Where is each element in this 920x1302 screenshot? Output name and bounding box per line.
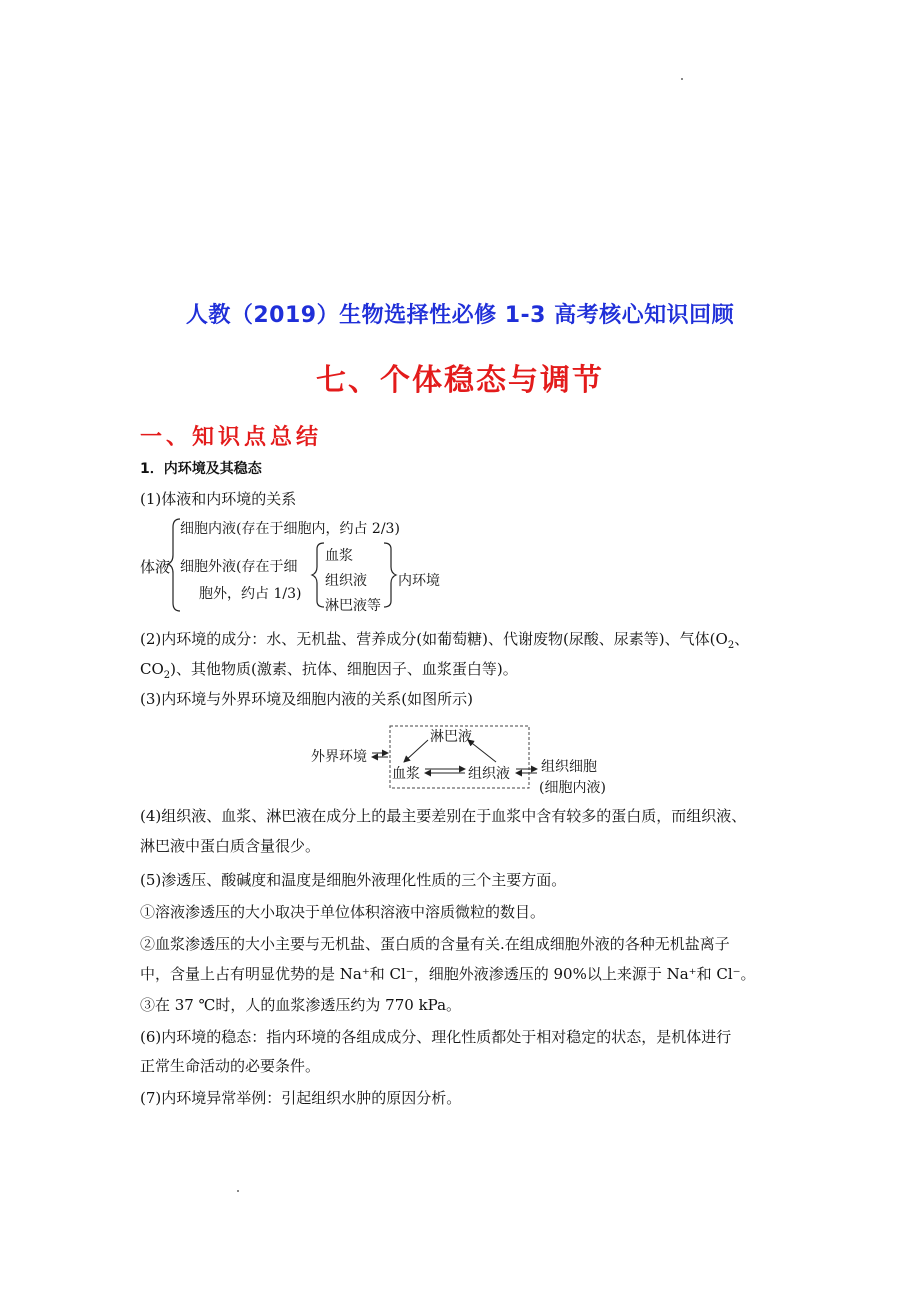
section-title: 一、知识点总结 (140, 424, 323, 450)
paragraph-2-line2: $CO_2$)、其他物质(激素、抗体、细胞因子、血浆蛋白等)。 (140, 660, 518, 681)
extracellular-fluid-line1: 细胞外液(存在于细 (180, 559, 298, 575)
paragraph-2-line1: (2)内环境的成分：水、无机盐、营养成分(如葡萄糖)、代谢废物(尿酸、尿素等)、气体($O_2$、 (140, 630, 750, 651)
page-mark (237, 1190, 239, 1192)
paragraph-5: (5)渗透压、酸碱度和温度是细胞外液理化性质的三个主要方面。 (140, 871, 567, 889)
lymph: 淋巴液等 (325, 598, 381, 614)
paragraph-7: (7)内环境异常举例：引起组织水肿的原因分析。 (140, 1089, 462, 1107)
paragraph-6-line1: (6)内环境的稳态：指内环境的各组成成分、理化性质都处于相对稳定的状态，是机体进行 (140, 1028, 732, 1046)
chapter-title: 七、个体稳态与调节 (316, 363, 604, 398)
diagram-lymph: 淋巴液 (430, 729, 472, 745)
internal-environment: 内环境 (398, 573, 440, 589)
diagram-plasma: 血浆 (392, 766, 420, 782)
right-brace (384, 543, 396, 607)
inner-brace (312, 543, 324, 607)
document-title: 人教（2019）生物选择性必修 1-3 高考核心知识回顾 (185, 303, 735, 328)
paragraph-5-2-line2: 中，含量上占有明显优势的是 Na⁺和 Cl⁻，细胞外液渗透压的 90%以上来源于 Na⁺和 Cl⁻。 (140, 965, 756, 983)
tree-braces (0, 515, 920, 615)
topic-heading: 1．内环境及其稳态 (140, 461, 262, 477)
paragraph-1-label: (1)体液和内环境的关系 (140, 490, 297, 508)
intracellular-fluid: 细胞内液(存在于细胞内，约占 2/3) (180, 521, 400, 537)
tree-root: 体液 (140, 558, 171, 576)
paragraph-4-line1: (4)组织液、血浆、淋巴液在成分上的最主要差别在于血浆中含有较多的蛋白质，而组织液、 (140, 807, 747, 825)
diagram-cell-line1: 组织细胞 (541, 759, 597, 775)
diagram-tissue-fluid: 组织液 (468, 766, 510, 782)
page-mark (681, 78, 683, 80)
diagram-external-environment: 外界环境 (311, 749, 367, 765)
diagram-cell-line2: (细胞内液) (539, 780, 606, 796)
paragraph-5-1: ①溶液渗透压的大小取决于单位体积溶液中溶质微粒的数目。 (140, 903, 546, 921)
paragraph-4-line2: 淋巴液中蛋白质含量很少。 (140, 837, 321, 855)
paragraph-3-label: (3)内环境与外界环境及细胞内液的关系(如图所示) (140, 690, 473, 708)
paragraph-6-line2: 正常生命活动的必要条件。 (140, 1057, 321, 1075)
plasma: 血浆 (325, 548, 353, 564)
left-brace (168, 519, 180, 611)
tissue-fluid: 组织液 (325, 573, 367, 589)
paragraph-5-2-line1: ②血浆渗透压的大小主要与无机盐、蛋白质的含量有关.在组成细胞外液的各种无机盐离子 (140, 935, 730, 953)
extracellular-fluid-line2: 胞外，约占 1/3) (199, 586, 302, 602)
paragraph-5-3: ③在 37 ℃时，人的血浆渗透压约为 770 kPa。 (140, 996, 462, 1014)
